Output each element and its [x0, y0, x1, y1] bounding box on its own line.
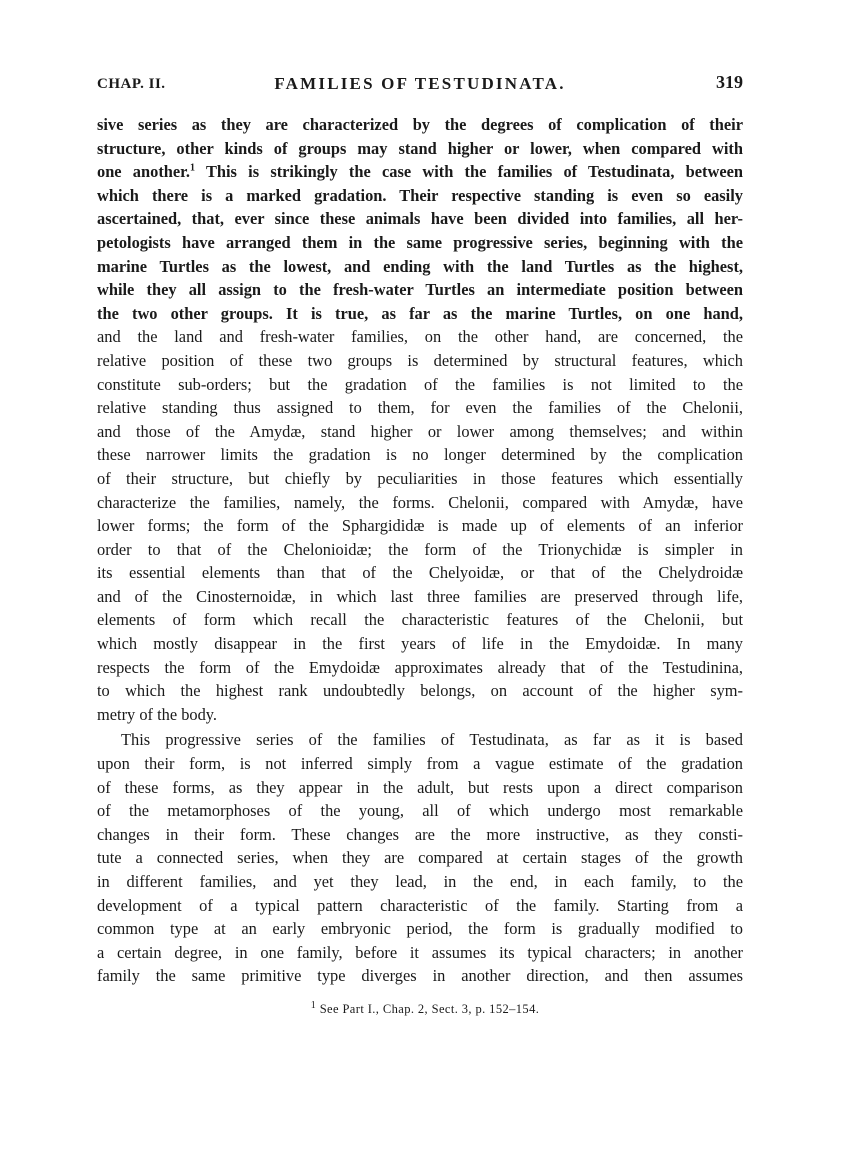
text-line: common type at an early embryonic period, the form is gradually modified to — [97, 919, 743, 939]
chapter-label: CHAP. II. — [97, 76, 166, 92]
text-line: to which the highest rank undoubtedly belongs, on account of the higher sym- — [97, 681, 743, 701]
text-line: relative standing thus assigned to them, for even the families of the Chelonii, — [97, 398, 743, 418]
text-line: tute a connected series, when they are compared at certain stages of the growth — [97, 848, 743, 868]
text-line: and the land and fresh-water families, on the other hand, are concerned, the — [97, 327, 743, 347]
body-text — [97, 113, 743, 988]
running-header — [97, 72, 743, 98]
text-line: ascertained, that, ever since these animals have been divided into families, all her- — [97, 209, 743, 229]
text-line: structure, other kinds of groups may stand higher or lower, when compared with — [97, 138, 743, 158]
text-line — [97, 160, 743, 184]
text-line: development of a typical pattern characteristic of the family. Starting from a — [97, 895, 743, 915]
text-line: petologists have arranged them in the same progressive series, beginning with the — [97, 232, 743, 252]
text-line: of these forms, as they appear in the adult, but rests upon a direct comparison — [97, 777, 743, 797]
text-line: sive series as they are characterized by the degrees of complication of their — [97, 115, 743, 134]
text-line: which mostly disappear in the first years of life in the Emydoidæ. In many — [97, 634, 743, 654]
text-line: and those of the Amydæ, stand higher or lower among themselves; and within — [97, 421, 743, 441]
footnote-marker: 1 — [310, 999, 317, 1011]
text-fragment: This is strikingly the case with the families of Testudinata, between — [195, 162, 743, 182]
text-line: the two other groups. It is true, as far as the marine Turtles, on one hand, — [97, 303, 743, 323]
text-line: respects the form of the Emydoidæ approximates already that of the Testudinina, — [97, 657, 743, 677]
text-line: of their structure, but chiefly by peculiarities in those features which essentially — [97, 468, 743, 488]
text-line: of the metamorphoses of the young, all of which undergo most remarkable — [97, 801, 743, 821]
footnote-text: See Part I., Chap. 2, Sect. 3, p. 152–154. — [319, 1002, 540, 1016]
text-line: these narrower limits the gradation is no longer determined by the complication — [97, 445, 743, 465]
running-title: FAMILIES OF TESTUDINATA. — [274, 74, 566, 93]
text-line: order to that of the Chelonioidæ; the form of the Trionychidæ is simpler in — [97, 539, 743, 559]
text-line: constitute sub-orders; but the gradation of the families is not limited to the — [97, 374, 743, 394]
text-line: changes in their form. These changes are the more instructive, as they consti- — [97, 824, 743, 844]
text-line: metry of the body. — [97, 704, 218, 724]
footnote-marker: 1 — [190, 162, 196, 174]
text-line: upon their form, is not inferred simply from a vague estimate of the gradation — [97, 754, 743, 774]
text-line: relative position of these two groups is determined by structural features, which — [97, 350, 743, 370]
text-line: while they all assign to the fresh-water Turtles an intermediate position between — [97, 280, 743, 300]
text-line: marine Turtles as the lowest, and ending with the land Turtles as the highest, — [97, 256, 743, 276]
text-line: a certain degree, in one family, before it assumes its typical characters; in another — [97, 942, 743, 962]
text-line: which there is a marked gradation. Their respective standing is even so easily — [97, 185, 743, 205]
text-line: family the same primitive type diverges in another direction, and then assumes — [97, 966, 743, 986]
text-fragment: one another. — [97, 162, 191, 182]
text-line: lower forms; the form of the Sphargididæ is made up of elements of an inferior — [97, 516, 743, 536]
text-line: and of the Cinosternoidæ, in which last three families are preserved through life, — [97, 586, 743, 606]
text-line: elements of form which recall the characteristic features of the Chelonii, but — [97, 610, 743, 630]
page-number: 319 — [716, 72, 743, 92]
text-line: This progressive series of the families of Testudinata, as far as it is based — [121, 730, 743, 750]
text-line: in different families, and yet they lead, in the end, in each family, to the — [97, 872, 743, 891]
text-line: its essential elements than that of the Chelyoidæ, or that of the Chelydroidæ — [97, 563, 743, 583]
footnote — [0, 999, 850, 1017]
text-line: characterize the families, namely, the forms. Chelonii, compared with Amydæ, have — [97, 492, 743, 512]
